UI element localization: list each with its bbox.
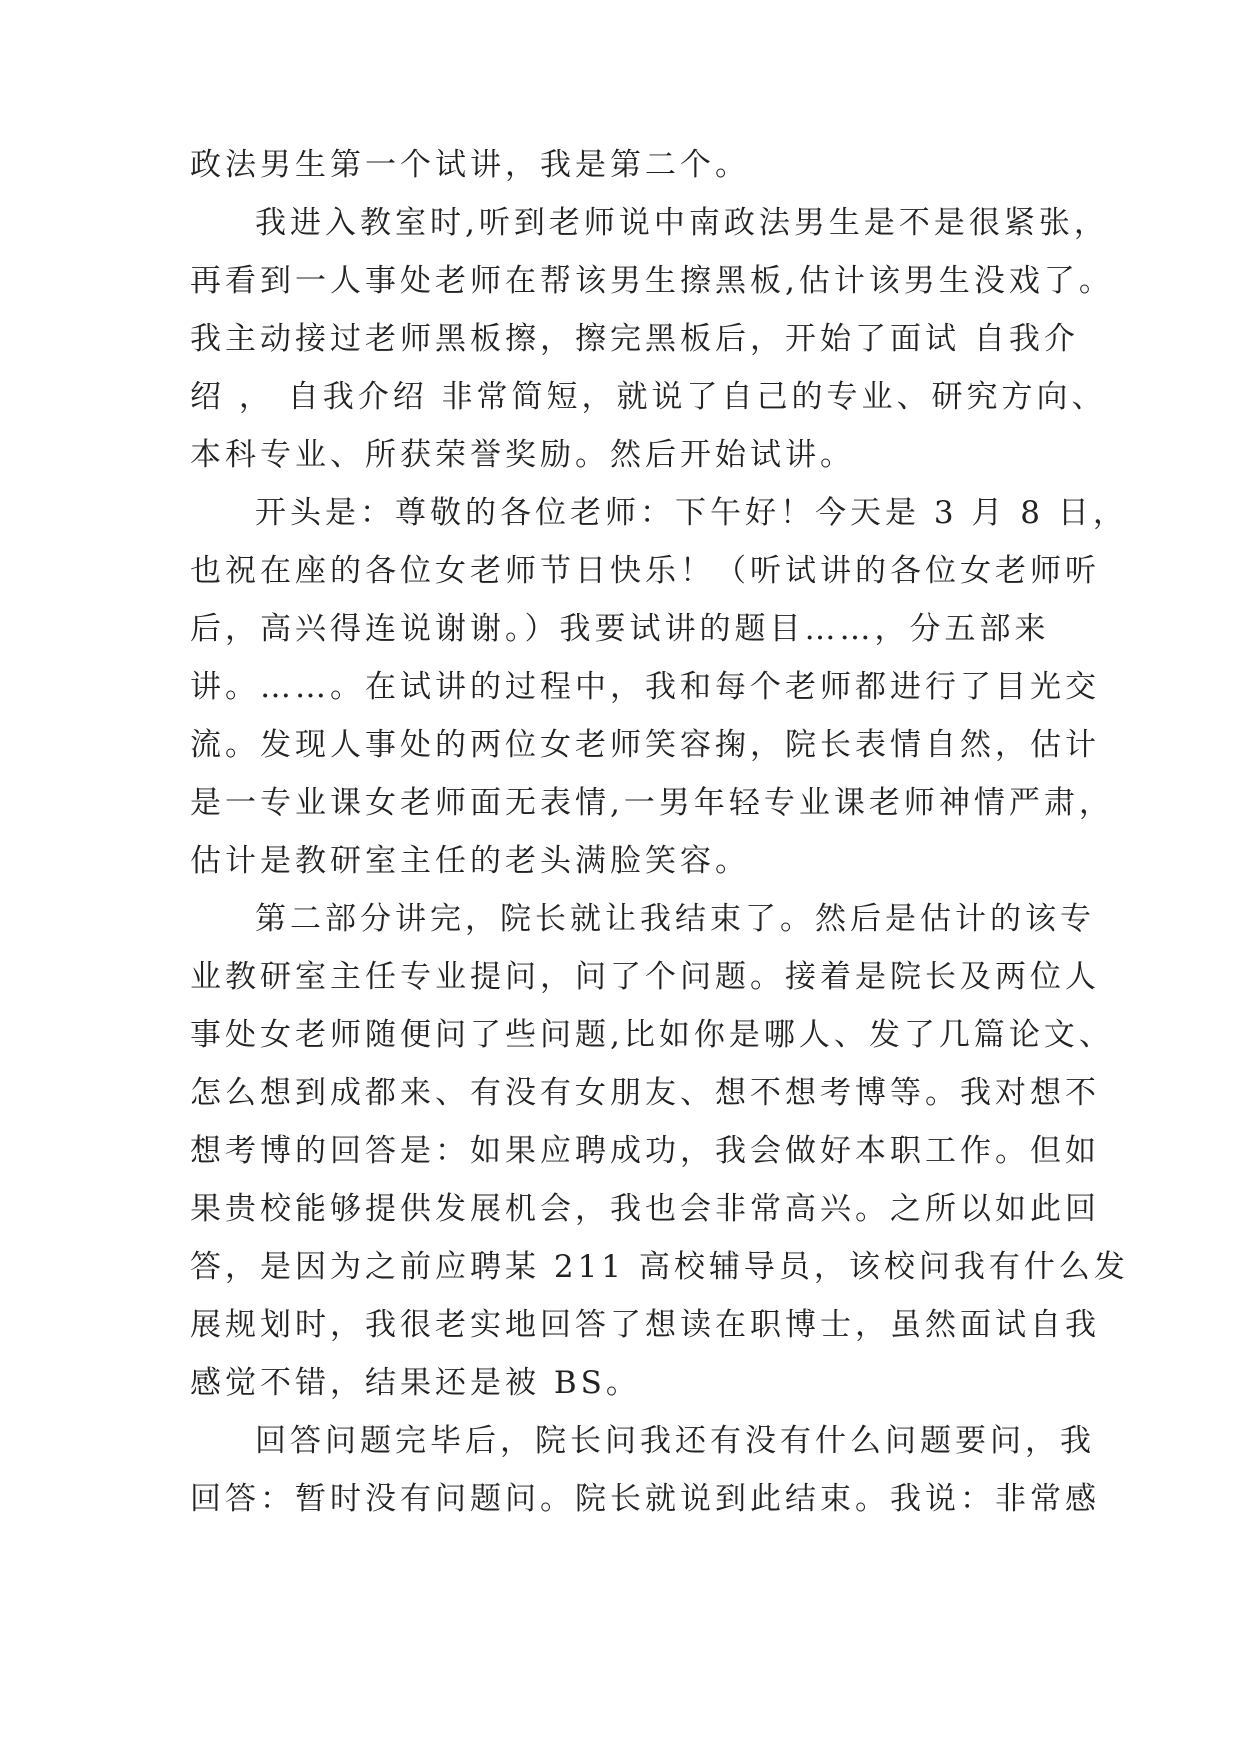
text-line: 本科专业、所获荣誉奖励。然后开始试讲。 <box>190 437 855 473</box>
text-line: 回答：暂时没有问题问。院长就说到此结束。我说：非常感 <box>190 1481 1100 1517</box>
text-line: 绍 ， 自我介绍 非常简短，就说了自己的专业、研究方向、 <box>190 379 1107 415</box>
text-line: 业教研室主任专业提问，问了个问题。接着是院长及两位人 <box>190 959 1100 995</box>
text-line: 果贵校能够提供发展机会，我也会非常高兴。之所以如此回 <box>190 1191 1100 1227</box>
text-line: 讲。……。在试讲的过程中，我和每个老师都进行了目光交 <box>190 669 1100 705</box>
text-line: 展规划时，我很老实地回答了想读在职博士，虽然面试自我 <box>190 1307 1100 1343</box>
paragraph-first-line: 我进入教室时,听到老师说中南政法男生是不是很紧张， <box>255 205 1109 241</box>
paragraph-first-line: 开头是：尊敬的各位老师：下午好！今天是 3 月 8 日， <box>255 495 1128 531</box>
text-line: 政法男生第一个试讲，我是第二个。 <box>190 147 750 183</box>
text-line: 感觉不错，结果还是被 BS。 <box>190 1365 641 1401</box>
text-line: 怎么想到成都来、有没有女朋友、想不想考博等。我对想不 <box>190 1075 1100 1111</box>
text-line: 估计是教研室主任的老头满脸笑容。 <box>190 843 750 879</box>
text-line: 我主动接过老师黑板擦，擦完黑板后，开始了面试 自我介 <box>190 321 1079 357</box>
text-line: 是一专业课女老师面无表情,一男年轻专业课老师神情严肃， <box>190 785 1114 821</box>
text-line: 流。发现人事处的两位女老师笑容掬，院长表情自然，估计 <box>190 727 1100 763</box>
text-line: 答，是因为之前应聘某 211 高校辅导员，该校问我有什么发 <box>190 1249 1129 1285</box>
text-line: 事处女老师随便问了些问题,比如你是哪人、发了几篇论文、 <box>190 1017 1114 1053</box>
text-line: 后，高兴得连说谢谢。）我要试讲的题目……，分五部来 <box>190 611 1050 647</box>
paragraph-first-line: 第二部分讲完，院长就让我结束了。然后是估计的该专 <box>255 901 1095 937</box>
paragraph-first-line: 回答问题完毕后，院长问我还有没有什么问题要问，我 <box>255 1423 1095 1459</box>
text-line: 再看到一人事处老师在帮该男生擦黑板,估计该男生没戏了。 <box>190 263 1114 299</box>
text-line: 也祝在座的各位女老师节日快乐！（听试讲的各位女老师听 <box>190 553 1100 589</box>
text-line: 想考博的回答是：如果应聘成功，我会做好本职工作。但如 <box>190 1133 1100 1169</box>
